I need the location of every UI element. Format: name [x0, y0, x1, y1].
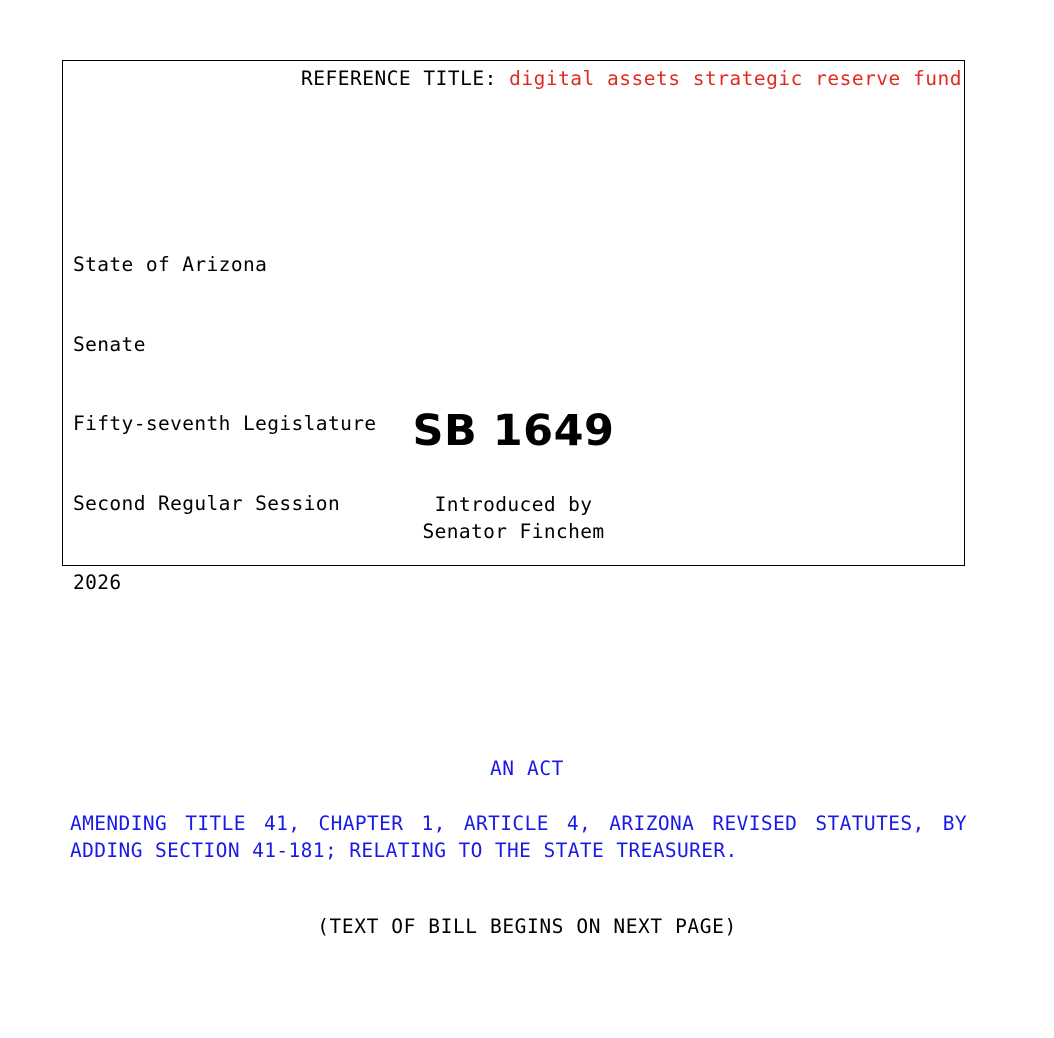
act-body [70, 810, 967, 864]
origin-state: State of Arizona [73, 253, 268, 276]
origin-year: 2026 [73, 571, 122, 594]
reference-title [301, 67, 962, 90]
reference-title-label: REFERENCE TITLE: [301, 67, 497, 90]
bill-header-box [62, 60, 965, 594]
bill-number: SB 1649 [412, 406, 615, 456]
reference-title-value: digital assets strategic reserve fund [509, 67, 962, 90]
introduced-by-sponsor: Senator Finchem [422, 520, 605, 543]
act-heading: AN ACT [489, 757, 565, 780]
origin-chamber: Senate [73, 332, 146, 356]
origin-session: Second Regular Session [73, 491, 341, 515]
introduced-by-label: Introduced by [434, 493, 593, 516]
next-page-note: (TEXT OF BILL BEGINS ON NEXT PAGE) [317, 915, 737, 938]
introduced-block [63, 491, 964, 545]
act-body-line-1: AMENDING TITLE 41, CHAPTER 1, ARTICLE 4, ARIZONA REVISED STATUTES, BY [70, 812, 967, 835]
origin-legislature: Fifty-seventh Legislature [73, 412, 377, 435]
act-body-line-2: ADDING SECTION 41-181; RELATING TO THE STATE TREASURER. [70, 839, 738, 862]
